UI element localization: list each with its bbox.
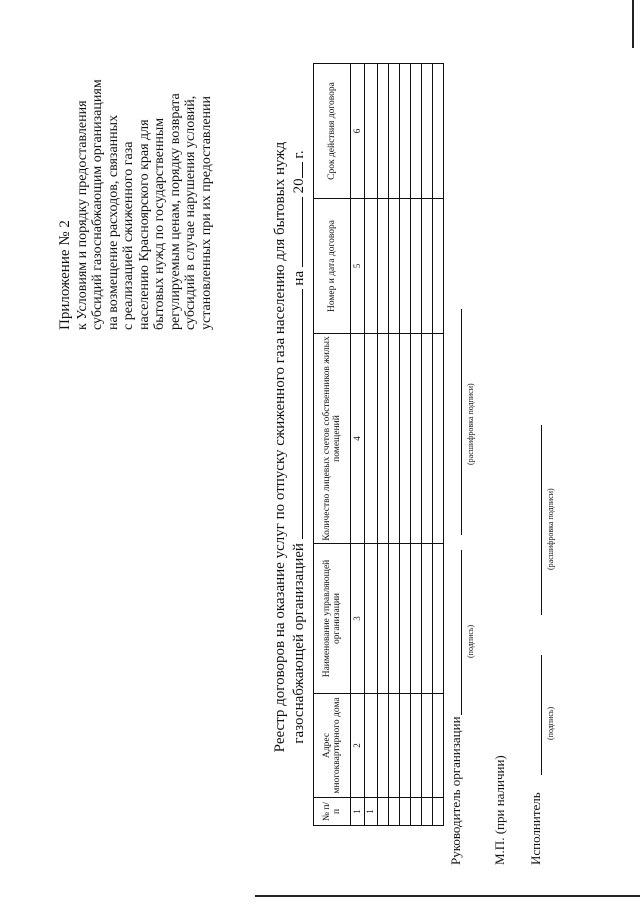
table-row bbox=[400, 64, 411, 826]
appendix-line: с реализацией сжиженного газа bbox=[121, 141, 136, 330]
table-cell[interactable] bbox=[389, 64, 400, 199]
table-cell[interactable] bbox=[422, 64, 433, 199]
year-suffix: г. bbox=[291, 150, 307, 159]
table-cell[interactable] bbox=[433, 694, 444, 798]
table-cell[interactable] bbox=[364, 694, 378, 798]
table-row bbox=[378, 64, 389, 826]
appendix-line: субсидий в случае нарушения условий, bbox=[183, 95, 198, 330]
head-decoding-caption: (расшифровка подписи) bbox=[466, 383, 475, 465]
column-number: 1 bbox=[351, 798, 365, 826]
table-cell[interactable] bbox=[422, 334, 433, 544]
executor-decoding-caption: (расшифровка подписи) bbox=[546, 488, 555, 570]
table-cell[interactable] bbox=[400, 334, 411, 544]
table-cell[interactable] bbox=[422, 798, 433, 826]
executor-signature-line[interactable] bbox=[540, 655, 542, 775]
table-cell[interactable] bbox=[400, 694, 411, 798]
table-row bbox=[364, 64, 378, 826]
column-header-contract-number-date: Номер и дата договора bbox=[314, 199, 351, 334]
table-cell[interactable] bbox=[364, 334, 378, 544]
table-cell[interactable] bbox=[422, 694, 433, 798]
table-cell[interactable] bbox=[364, 199, 378, 334]
table-cell[interactable] bbox=[378, 334, 389, 544]
table-row bbox=[411, 64, 422, 826]
year-prefix: 20 bbox=[291, 178, 307, 194]
appendix-block bbox=[58, 30, 214, 330]
table-cell[interactable] bbox=[378, 199, 389, 334]
table-cell[interactable] bbox=[389, 694, 400, 798]
executor-signature-caption: (подпись) bbox=[546, 706, 555, 740]
table-cell[interactable] bbox=[422, 544, 433, 694]
on-label: на bbox=[291, 270, 307, 286]
table-row bbox=[422, 64, 433, 826]
organization-blank[interactable] bbox=[289, 289, 303, 539]
document-title bbox=[272, 87, 308, 807]
table-row bbox=[433, 64, 444, 826]
head-signature-line[interactable] bbox=[460, 550, 462, 715]
table-cell[interactable] bbox=[400, 64, 411, 199]
table-cell[interactable] bbox=[411, 334, 422, 544]
table-row bbox=[389, 64, 400, 826]
table-cell[interactable] bbox=[411, 798, 422, 826]
table-cell[interactable] bbox=[378, 544, 389, 694]
table-cell: 1 bbox=[364, 798, 378, 826]
column-header-address: Адрес многоквартирного дома bbox=[314, 694, 351, 798]
column-header-contract-term: Срок действия договора bbox=[314, 64, 351, 199]
executor-label: Исполнитель bbox=[528, 792, 543, 865]
table-cell[interactable] bbox=[364, 64, 378, 199]
head-decoding-line[interactable] bbox=[460, 309, 462, 535]
table-cell[interactable] bbox=[433, 199, 444, 334]
column-header-accounts-count: Количество лицевых счетов собственников жилых помещений bbox=[314, 334, 351, 544]
table-cell[interactable] bbox=[433, 544, 444, 694]
date-blank[interactable] bbox=[289, 197, 303, 267]
table-cell[interactable] bbox=[389, 199, 400, 334]
column-header-management-company: Наименование управляющей организации bbox=[314, 544, 351, 694]
appendix-line: субсидий газоснабжающим организациям bbox=[90, 79, 105, 330]
registry-table bbox=[313, 63, 444, 826]
appendix-line: бытовых нужд по государственным bbox=[152, 117, 167, 330]
appendix-line: к Условиям и порядку предоставления bbox=[74, 100, 90, 330]
table-cell[interactable] bbox=[422, 199, 433, 334]
table-cell[interactable] bbox=[400, 199, 411, 334]
organization-label: газоснабжающей организацией bbox=[291, 543, 307, 744]
table-cell[interactable] bbox=[378, 694, 389, 798]
table-cell[interactable] bbox=[433, 64, 444, 199]
table-cell[interactable] bbox=[433, 334, 444, 544]
column-number: 2 bbox=[351, 694, 365, 798]
executor-decoding-line[interactable] bbox=[540, 425, 542, 615]
document-title-line2 bbox=[289, 87, 308, 807]
column-number: 6 bbox=[351, 64, 365, 199]
table-cell[interactable] bbox=[400, 544, 411, 694]
table-cell[interactable] bbox=[411, 64, 422, 199]
column-header-number: № п/п bbox=[314, 798, 351, 826]
table-cell[interactable] bbox=[389, 798, 400, 826]
table-cell[interactable] bbox=[433, 798, 444, 826]
column-number: 3 bbox=[351, 544, 365, 694]
head-signature-caption: (подпись) bbox=[466, 624, 475, 658]
appendix-line: установленных при их предоставлении bbox=[198, 95, 214, 330]
column-numbers-row bbox=[351, 64, 365, 826]
column-number: 4 bbox=[351, 334, 365, 544]
table-cell[interactable] bbox=[411, 544, 422, 694]
appendix-line: населению Красноярского края для bbox=[136, 119, 152, 330]
column-number: 5 bbox=[351, 199, 365, 334]
appendix-title: Приложение № 2 bbox=[57, 220, 73, 330]
appendix-line: регулируемым ценам, порядку возврата bbox=[167, 93, 183, 330]
table-cell[interactable] bbox=[378, 798, 389, 826]
document-title-line1: Реестр договоров на оказание услуг по отпуску сжиженного газа населению для бытовых нужд bbox=[272, 141, 288, 753]
table-cell[interactable] bbox=[411, 199, 422, 334]
year-blank[interactable] bbox=[289, 162, 303, 178]
table-cell[interactable] bbox=[400, 798, 411, 826]
table-cell[interactable] bbox=[411, 694, 422, 798]
table-cell[interactable] bbox=[389, 334, 400, 544]
table-cell[interactable] bbox=[378, 64, 389, 199]
appendix-line: на возмещение расходов, связанных bbox=[105, 114, 121, 330]
seal-label: М.П. (при наличии) bbox=[492, 755, 507, 865]
table-header-row bbox=[314, 64, 351, 826]
table-cell[interactable] bbox=[389, 544, 400, 694]
head-of-organization-label: Руководитель организации bbox=[448, 716, 463, 865]
table-cell[interactable] bbox=[364, 544, 378, 694]
